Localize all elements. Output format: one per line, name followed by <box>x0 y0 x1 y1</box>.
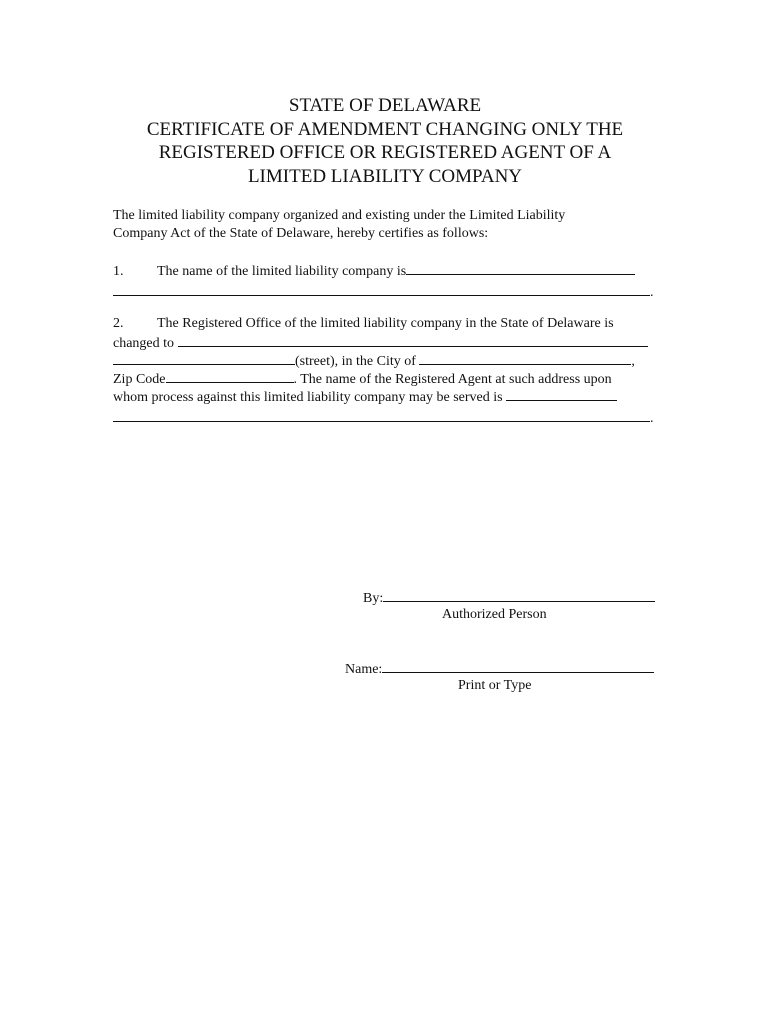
intro-paragraph <box>113 207 658 243</box>
item-2 <box>113 315 658 426</box>
print-or-type-caption: Print or Type <box>458 678 532 693</box>
registered-agent-field-continued[interactable] <box>113 408 650 422</box>
name-label: Name: <box>345 662 383 677</box>
company-name-field-continued[interactable] <box>113 282 650 296</box>
company-name-field[interactable] <box>406 261 635 275</box>
intro-line-2: Company Act of the State of Delaware, hereby certifies as follows: <box>113 226 489 241</box>
zip-code-field[interactable] <box>166 369 294 383</box>
signature-by-field[interactable] <box>383 588 655 602</box>
title-line-1: STATE OF DELAWARE <box>288 95 482 116</box>
city-field[interactable] <box>419 351 631 365</box>
city-comma: , <box>631 354 635 369</box>
intro-line-1: The limited liability company organized and existing under the Limited Liability <box>113 208 566 223</box>
signature-by-row <box>363 588 655 608</box>
item-1-number: 1. <box>113 264 124 279</box>
item-2-period: . <box>650 411 654 426</box>
title-line-3: REGISTERED OFFICE OR REGISTERED AGENT OF A <box>158 142 612 163</box>
title-line-2: CERTIFICATE OF AMENDMENT CHANGING ONLY THE <box>146 118 624 140</box>
item-1-period: . <box>650 285 654 300</box>
agent-text: . The name of the Registered Agent at such address upon <box>293 372 612 387</box>
street-label: (street), in the City of <box>295 354 416 369</box>
item-1 <box>113 261 658 300</box>
title-line-4: LIMITED LIABILITY COMPANY <box>247 165 523 187</box>
registered-agent-field[interactable] <box>506 387 617 401</box>
signature-name-row <box>345 659 654 679</box>
served-text: whom process against this limited liability company may be served is <box>113 390 503 405</box>
item-2-number: 2. <box>113 316 124 331</box>
zip-code-label: Zip Code <box>113 372 166 387</box>
authorized-person-caption: Authorized Person <box>442 607 547 622</box>
street-field[interactable] <box>113 351 295 365</box>
item-1-text: The name of the limited liability company is <box>157 264 407 279</box>
document-title <box>100 94 670 188</box>
signature-name-field[interactable] <box>382 659 654 673</box>
item-2-changed-to: changed to <box>113 336 175 351</box>
registered-office-field[interactable] <box>178 333 648 347</box>
item-2-line-1: The Registered Office of the limited liability company in the State of Delaware is <box>157 316 614 331</box>
by-label: By: <box>363 591 384 606</box>
